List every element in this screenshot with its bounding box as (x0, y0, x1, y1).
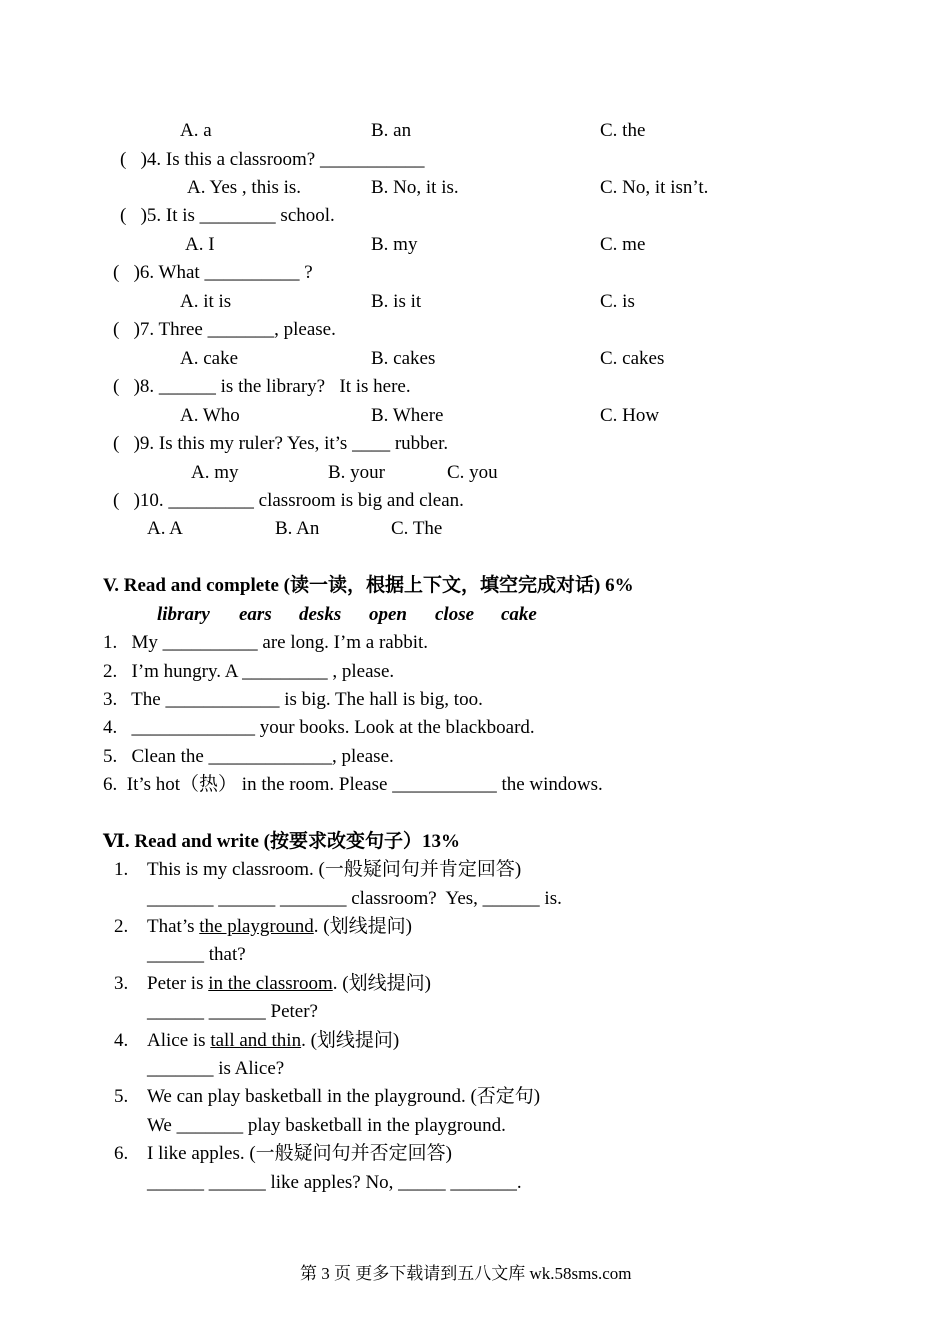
q5-option-a: A. I (185, 234, 215, 255)
q10-option-a: A. A (147, 518, 183, 539)
section5-item-6: 6. It’s hot（热） in the room. Please ___________ the windows. (103, 774, 603, 795)
q5-option-c: C. me (600, 234, 646, 255)
q10-option-b: B. An (275, 518, 320, 539)
q8-option-a: A. Who (180, 405, 240, 426)
q8-option-c: C. How (600, 405, 660, 426)
section6-q1-answer: _______ ______ _______ classroom? Yes, ______ is. (147, 888, 562, 909)
q5-option-b: B. my (371, 234, 418, 255)
section6-q4-underlined: tall and thin (210, 1030, 302, 1051)
section6-q3-pre: Peter is (147, 973, 209, 994)
section6-q3-post: . (划线提问) (332, 973, 431, 994)
q5-stem: ( )5. It is ________ school. (120, 205, 335, 226)
section6-q3-num: 3. (114, 973, 129, 994)
page-footer: 第 3 页 更多下载请到五八文库 wk.58sms.com (300, 1264, 632, 1283)
q4-option-c: C. No, it isn’t. (600, 177, 709, 198)
section6-q4-post: . (划线提问) (301, 1030, 400, 1051)
q7-option-a: A. cake (180, 348, 239, 369)
word-bank-open: open (369, 604, 407, 625)
word-bank-close: close (435, 604, 475, 625)
section6-q2-underlined: the playground (199, 916, 314, 937)
section6-q4-pre: Alice is (147, 1030, 211, 1051)
q7-stem: ( )7. Three _______, please. (113, 319, 336, 340)
section6-q5-num: 5. (114, 1086, 129, 1107)
q4-option-a: A. Yes , this is. (187, 177, 302, 198)
q10-option-c: C. The (391, 518, 443, 539)
q9-stem: ( )9. Is this my ruler? Yes, it’s ____ rubber. (113, 433, 449, 454)
section6-q2-num: 2. (114, 916, 129, 937)
q3-option-b: B. an (371, 120, 412, 141)
q3-option-a: A. a (180, 120, 212, 141)
word-bank-ears: ears (239, 604, 272, 625)
section6-q2-pre: That’s (147, 916, 200, 937)
section6-heading: Ⅵ. Read and write (按要求改变句子）13% (103, 831, 460, 852)
word-bank-cake: cake (501, 604, 537, 625)
section6-q2-text (147, 915, 412, 939)
section6-q6-text: I like apples. (一般疑问句并否定回答) (147, 1143, 453, 1164)
section6-q4-num: 4. (114, 1030, 129, 1051)
section5-heading: V. Read and complete (读一读，根据上下文，填空完成对话) 6% (103, 575, 634, 596)
section6-q3-underlined: in the classroom (208, 973, 333, 994)
q9-option-a: A. my (191, 462, 239, 483)
section6-q4-text (147, 1029, 399, 1053)
q7-option-b: B. cakes (371, 348, 436, 369)
word-bank-desks: desks (299, 604, 342, 625)
section6-q6-num: 6. (114, 1143, 129, 1164)
section5-item-4: 4. _____________ your books. Look at the blackboard. (103, 717, 535, 738)
q3-option-c: C. the (600, 120, 646, 141)
section5-item-1: 1. My __________ are long. I’m a rabbit. (103, 632, 429, 653)
section5-item-2: 2. I’m hungry. A _________ , please. (103, 661, 395, 682)
section6-q6-answer: ______ ______ like apples? No, _____ _______. (147, 1172, 522, 1193)
q4-stem: ( )4. Is this a classroom? ___________ (120, 149, 425, 170)
word-bank-library: library (157, 604, 210, 625)
section6-q5-answer: We _______ play basketball in the playground. (147, 1115, 506, 1136)
section6-q2-answer: ______ that? (147, 944, 246, 965)
section5-item-5: 5. Clean the _____________, please. (103, 746, 394, 767)
q10-stem: ( )10. _________ classroom is big and clean. (113, 490, 464, 511)
q4-option-b: B. No, it is. (371, 177, 459, 198)
q8-option-b: B. Where (371, 405, 444, 426)
section6-q5-text: We can play basketball in the playground. (否定句) (147, 1086, 541, 1107)
section5-item-3: 3. The ____________ is big. The hall is big, too. (103, 689, 483, 710)
q6-option-b: B. is it (371, 291, 422, 312)
section6-q1-text: This is my classroom. (一般疑问句并肯定回答) (147, 859, 522, 880)
section6-q3-text (147, 972, 431, 996)
q6-option-c: C. is (600, 291, 635, 312)
section6-q2-post: . (划线提问) (313, 916, 412, 937)
q9-option-b: B. your (328, 462, 385, 483)
q8-stem: ( )8. ______ is the library? It is here. (113, 376, 411, 397)
q9-option-c: C. you (447, 462, 498, 483)
q7-option-c: C. cakes (600, 348, 665, 369)
section6-q1-num: 1. (114, 859, 129, 880)
section6-q3-answer: ______ ______ Peter? (147, 1001, 318, 1022)
section6-q4-answer: _______ is Alice? (147, 1058, 285, 1079)
q6-option-a: A. it is (180, 291, 232, 312)
q6-stem: ( )6. What __________ ? (113, 262, 313, 283)
